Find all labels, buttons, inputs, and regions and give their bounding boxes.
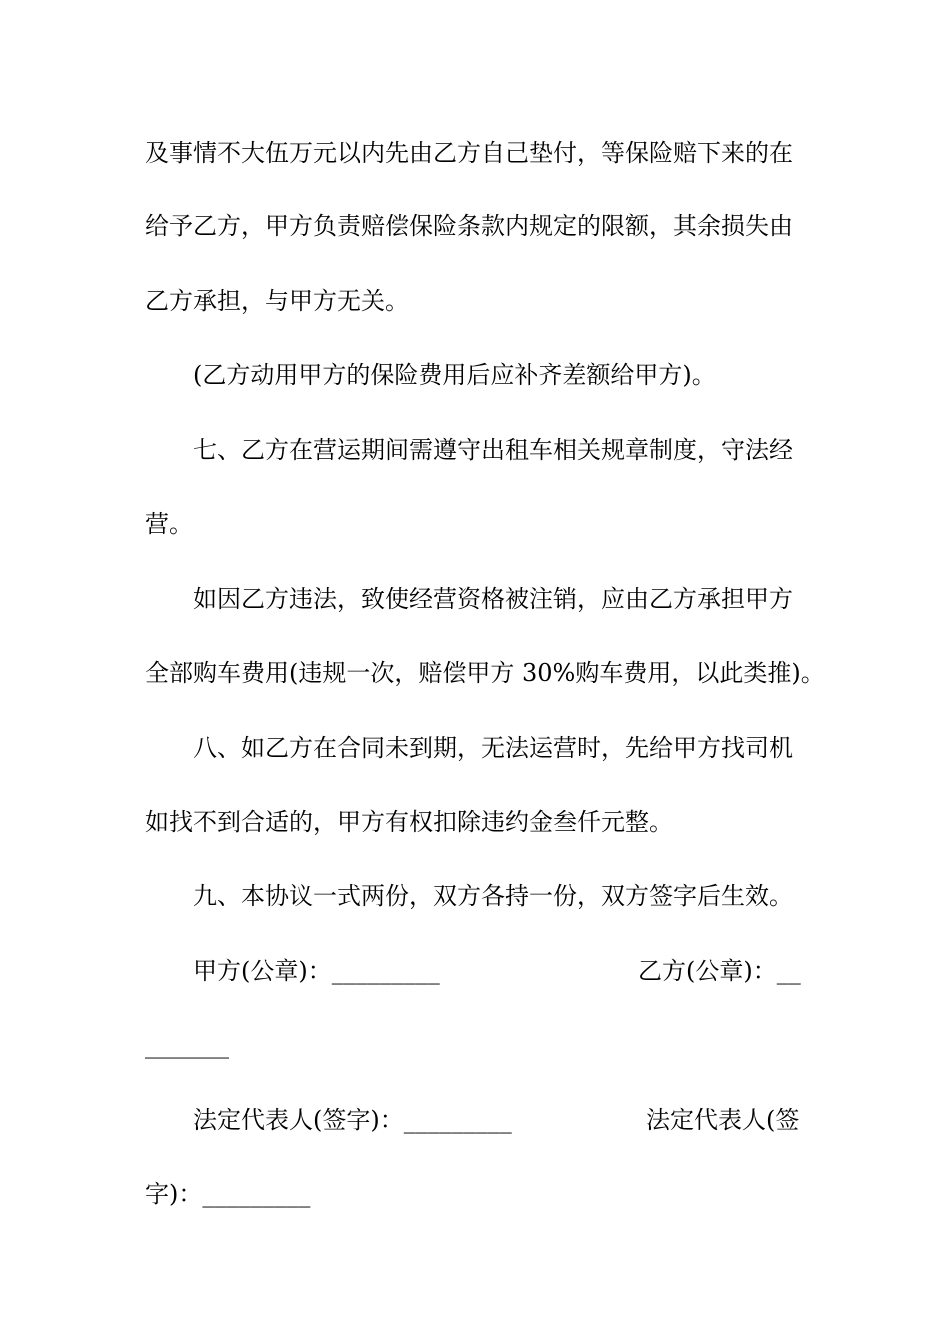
paragraph-line: 乙方承担，与甲方无关。 bbox=[145, 287, 409, 315]
paragraph-line: 及事情不大伍万元以内先由乙方自己垫付，等保险赔下来的在 bbox=[145, 139, 793, 167]
paragraph-line: 七、乙方在营运期间需遵守出租车相关规章制度，守法经 bbox=[193, 436, 793, 464]
paragraph-line: 全部购车费用(违规一次，赔偿甲方 30%购车费用，以此类推)。 bbox=[145, 659, 825, 687]
party-a-representative-field: 法定代表人(签字)：_________ bbox=[193, 1106, 512, 1134]
paragraph-line: 给予乙方，甲方负责赔偿保险条款内规定的限额，其余损失由 bbox=[145, 212, 793, 240]
party-a-seal-field: 甲方(公章)：_________ bbox=[193, 957, 440, 985]
party-b-seal-field: 乙方(公章)：__ bbox=[638, 957, 801, 985]
paragraph-line: (乙方动用甲方的保险费用后应补齐差额给甲方)。 bbox=[193, 361, 716, 389]
paragraph-line: 如因乙方违法，致使经营资格被注销，应由乙方承担甲方 bbox=[193, 585, 793, 613]
paragraph-line: 八、如乙方在合同未到期，无法运营时，先给甲方找司机 bbox=[193, 734, 793, 762]
paragraph-line: 营。 bbox=[145, 510, 193, 538]
paragraph-line: 如找不到合适的，甲方有权扣除违约金叁仟元整。 bbox=[145, 808, 673, 836]
party-b-seal-continuation: _______ bbox=[145, 1031, 229, 1059]
party-b-representative-field: 法定代表人(签 bbox=[646, 1106, 800, 1134]
paragraph-line: 九、本协议一式两份，双方各持一份，双方签字后生效。 bbox=[193, 882, 793, 910]
party-b-representative-continuation: 字)：_________ bbox=[145, 1180, 311, 1208]
